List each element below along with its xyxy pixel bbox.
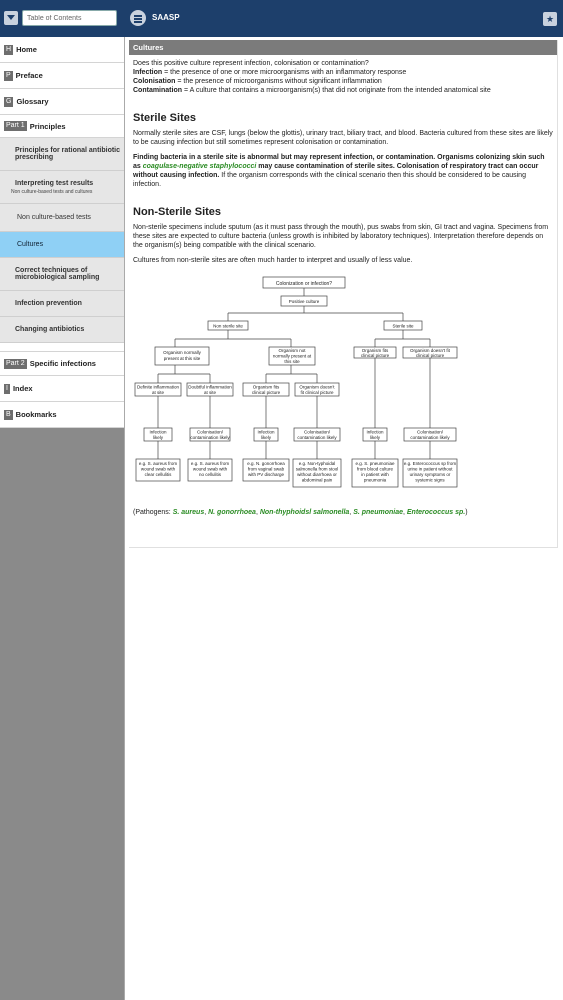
chevron-down-icon[interactable] bbox=[4, 11, 18, 25]
flow-node-sterile: Sterile site bbox=[392, 323, 414, 329]
app-title: SAASP bbox=[152, 13, 180, 22]
pathogen-name: Enterococcus sp. bbox=[406, 509, 466, 516]
content-panel bbox=[129, 40, 558, 548]
sidebar-sub-changing-antibiotics[interactable] bbox=[0, 317, 124, 343]
definition-term: Colonisation bbox=[133, 78, 176, 85]
sterile-bold-a: Finding bacteria in a sterile site is abnormal but may represent infection, or contamination. Organisms colonizing skin such as bbox=[133, 154, 545, 170]
preface-badge: P bbox=[6, 71, 11, 79]
flow-node-text: abdominal pain bbox=[301, 477, 333, 483]
flow-node-text: urine in patient without bbox=[407, 466, 453, 472]
sidebar-list bbox=[0, 37, 124, 428]
flow-node-text: Organism not bbox=[278, 348, 306, 353]
non-sterile-paragraph-1: Non-sterile specimens include sputum (as it must pass through the mouth), pus swabs from skin, GI tract and vagina. Specimens from these sites are expected to culture bacteria (unless growth is inhibited by laboratory techniques). Interpretation therefore depends on the organism(s) being compatible with the clinical scenario. bbox=[133, 224, 549, 249]
flow-node-text: pneumonia bbox=[363, 477, 387, 483]
flow-node-text: from blood culture bbox=[356, 466, 394, 472]
sidebar-item-label: Specific infections bbox=[29, 359, 96, 368]
flow-node-text: urinary symptoms or bbox=[409, 472, 451, 477]
sidebar-item-label: Principles bbox=[29, 121, 66, 131]
sidebar-item-label: Index bbox=[12, 384, 33, 393]
sidebar-sub-rational-prescribing[interactable] bbox=[0, 138, 124, 171]
flow-node-text: likely bbox=[260, 435, 272, 440]
sidebar-sub-label: Principles for rational antibiotic prescribing bbox=[15, 147, 121, 161]
flow-node-text: likely bbox=[152, 435, 164, 440]
sidebar-item-label: Glossary bbox=[16, 97, 49, 106]
flow-node-text: no cellulitis bbox=[198, 472, 222, 477]
flow-node-text: Organism normally bbox=[163, 350, 201, 355]
pathogen-name: S. pneumoniae bbox=[353, 509, 403, 516]
sidebar-item-preface[interactable] bbox=[0, 63, 124, 89]
sidebar-item-label: Home bbox=[16, 45, 37, 54]
pathogen-name: S. aureus bbox=[172, 509, 205, 516]
sidebar-sub-label: Infection prevention bbox=[15, 300, 82, 307]
flow-node-text: at site bbox=[203, 390, 217, 395]
top-bar bbox=[0, 0, 563, 37]
non-sterile-sites-heading: Non-Sterile Sites bbox=[133, 206, 222, 218]
flow-node-text: Doubtful inflammation bbox=[188, 384, 232, 390]
flow-node-text: systemic signs bbox=[415, 477, 445, 483]
non-sterile-paragraph-2: Cultures from non-sterile sites are often much harder to interpret and usually of less value. bbox=[133, 257, 413, 264]
pathogens-prefix: (Pathogens: bbox=[133, 509, 173, 516]
sidebar bbox=[0, 37, 124, 1000]
flow-node-text: e.g. S. aureus from bbox=[138, 461, 178, 466]
flow-node-text: Organism fits bbox=[252, 384, 280, 390]
flow-node-text: Colonisation/ bbox=[303, 429, 331, 435]
flow-node-text: this site bbox=[284, 359, 300, 364]
flow-node-non-sterile: Non sterile site bbox=[213, 323, 243, 329]
flow-node-text: clinical picture bbox=[251, 390, 281, 395]
main-content bbox=[124, 37, 563, 1000]
sidebar-item-label: Preface bbox=[15, 71, 43, 80]
flow-node-text: without diarrhoea or bbox=[297, 472, 337, 477]
sterile-paragraph-2 bbox=[133, 153, 553, 189]
flow-node-text: Colonisation/ bbox=[416, 429, 444, 435]
sterile-sites-heading: Sterile Sites bbox=[133, 112, 196, 124]
part1-badge: Part 1 bbox=[6, 122, 25, 129]
flow-node-text: from vaginal swab bbox=[247, 466, 285, 472]
definition-text: = the presence of one or more microorganisms with an inflammatory response bbox=[162, 69, 407, 76]
flow-node-text: Colonisation/ bbox=[196, 429, 224, 435]
sidebar-item-specific-infections[interactable] bbox=[0, 351, 124, 376]
sidebar-sub-cultures[interactable] bbox=[0, 232, 124, 258]
sterile-bold-b: may cause contamination of sterile sites. Colonisation of respiratory tract can occur without causing infection. bbox=[133, 163, 539, 179]
pathogens-suffix: ) bbox=[465, 509, 468, 516]
pathogens-line: (Pathogens: S. aureus, N. gonorrhoea, Non-thyphoidsl salmonella, S. pneumoniae, Enterococcus sp.) bbox=[133, 509, 468, 516]
toc-search-input[interactable] bbox=[22, 10, 117, 26]
sidebar-item-index[interactable] bbox=[0, 376, 124, 402]
flow-node-text: Definite inflammation bbox=[136, 384, 180, 390]
flow-node-text: wound swab with bbox=[192, 466, 228, 472]
definition-infection bbox=[133, 68, 553, 77]
decision-flowchart bbox=[133, 271, 553, 503]
flow-node-text: Infection bbox=[366, 429, 384, 435]
flow-node-text: e.g. N. gonorrhoea bbox=[247, 461, 285, 466]
index-badge: I bbox=[6, 384, 8, 392]
sidebar-item-bookmarks[interactable] bbox=[0, 402, 124, 428]
sterile-text-c: If the organism corresponds with the clinical scenario then this should be considered to be causing infection. bbox=[133, 172, 526, 188]
definition-colonisation bbox=[133, 77, 553, 86]
flow-node-text: clinical picture bbox=[415, 353, 445, 358]
flow-node-text: clear cellulitis bbox=[144, 472, 172, 477]
part2-badge: Part 2 bbox=[6, 359, 25, 367]
definition-term: Contamination bbox=[133, 87, 182, 94]
flow-node-positive-culture: Positive culture bbox=[288, 299, 320, 304]
definition-term: Infection bbox=[133, 69, 163, 76]
flow-node-text: Infection bbox=[149, 429, 167, 435]
flow-node-text: with PV discharge bbox=[247, 472, 285, 477]
flow-node-text: clinical picture bbox=[360, 353, 390, 358]
sidebar-item-home[interactable] bbox=[0, 37, 124, 63]
flow-node-text: normally present at bbox=[272, 353, 312, 359]
flow-node-text: contamination likely bbox=[297, 435, 337, 440]
intro-question: Does this positive culture represent infection, colonisation or contamination? bbox=[133, 60, 369, 67]
flow-node-root: Colonization or infection? bbox=[275, 281, 333, 287]
flow-node-text: Organism fits bbox=[361, 348, 389, 353]
sidebar-sub-label: Correct techniques of microbiological sampling bbox=[15, 267, 100, 281]
flow-node-text: present at this site bbox=[163, 356, 201, 361]
sidebar-sub-label: Non culture-based tests bbox=[17, 214, 91, 221]
sidebar-sub-non-culture-tests[interactable] bbox=[0, 204, 124, 232]
flow-node-text: e.g. Non-typhoidal bbox=[298, 461, 336, 466]
definition-text: = A culture that contains a microorganism(s) that did not originate from the intended anatomical site bbox=[182, 87, 491, 94]
sidebar-sub-label: Cultures bbox=[17, 241, 44, 248]
sidebar-item-label: Bookmarks bbox=[15, 410, 57, 419]
flow-node-text: wound swab with bbox=[140, 466, 176, 472]
pathogen-name: Non-thyphoidsl salmonella bbox=[259, 509, 350, 516]
flow-node-text: contamination likely bbox=[190, 435, 230, 440]
home-badge: H bbox=[6, 45, 12, 53]
flowchart-labels bbox=[137, 281, 456, 483]
definition-contamination bbox=[133, 86, 553, 95]
sterile-paragraph-1: Normally sterile sites are CSF, lungs (below the glottis), urinary tract, biliary tract, and blood. Bacteria cultured from these sites are likely to be causing infection but still sometimes represent colonisation or contamination. bbox=[133, 130, 553, 146]
sidebar-sub-interpreting-results[interactable] bbox=[0, 171, 124, 204]
flow-node-text: Organism doesn't bbox=[299, 384, 335, 390]
article-body bbox=[129, 55, 557, 517]
flow-node-text: e.g. Enterococcus sp from bbox=[403, 461, 457, 466]
flow-node-text: Organism doesn't fit bbox=[410, 348, 450, 353]
flow-node-text: salmonella from stool bbox=[295, 466, 339, 472]
flow-node-text: fit clinical picture bbox=[300, 390, 334, 395]
flow-node-text: in patient with bbox=[361, 472, 389, 477]
flowchart-boxes bbox=[135, 277, 457, 487]
flow-node-text: e.g. S. aureus from bbox=[190, 461, 230, 466]
pathogen-name: N. gonorrhoea bbox=[208, 509, 256, 516]
flow-node-text: at site bbox=[151, 390, 165, 395]
organism-name: coagulase-negative staphylococci bbox=[142, 163, 257, 170]
bookmark-star-icon[interactable]: ★ bbox=[543, 12, 557, 26]
sidebar-sub-label: Interpreting test results bbox=[15, 179, 94, 187]
sidebar-sub-caption: Non culture-based tests and cultures bbox=[11, 188, 93, 195]
definition-text: = the presence of microorganisms without significant inflammation bbox=[175, 78, 382, 85]
sidebar-item-principles[interactable] bbox=[0, 115, 124, 138]
flow-node-text: Infection bbox=[257, 429, 275, 435]
section-header: Cultures bbox=[129, 40, 557, 55]
flow-node-text: contamination likely bbox=[410, 435, 450, 440]
sidebar-sub-label: Changing antibiotics bbox=[15, 326, 85, 333]
glossary-badge: G bbox=[6, 97, 12, 105]
sidebar-sub-sampling-techniques[interactable] bbox=[0, 258, 124, 291]
sidebar-item-glossary[interactable] bbox=[0, 89, 124, 115]
menu-icon[interactable] bbox=[130, 10, 146, 26]
bookmarks-badge: B bbox=[6, 410, 11, 418]
sidebar-sub-infection-prevention[interactable] bbox=[0, 291, 124, 317]
flow-node-text: likely bbox=[369, 435, 381, 440]
flow-node-text: e.g. S. pneumoniae bbox=[355, 461, 395, 466]
